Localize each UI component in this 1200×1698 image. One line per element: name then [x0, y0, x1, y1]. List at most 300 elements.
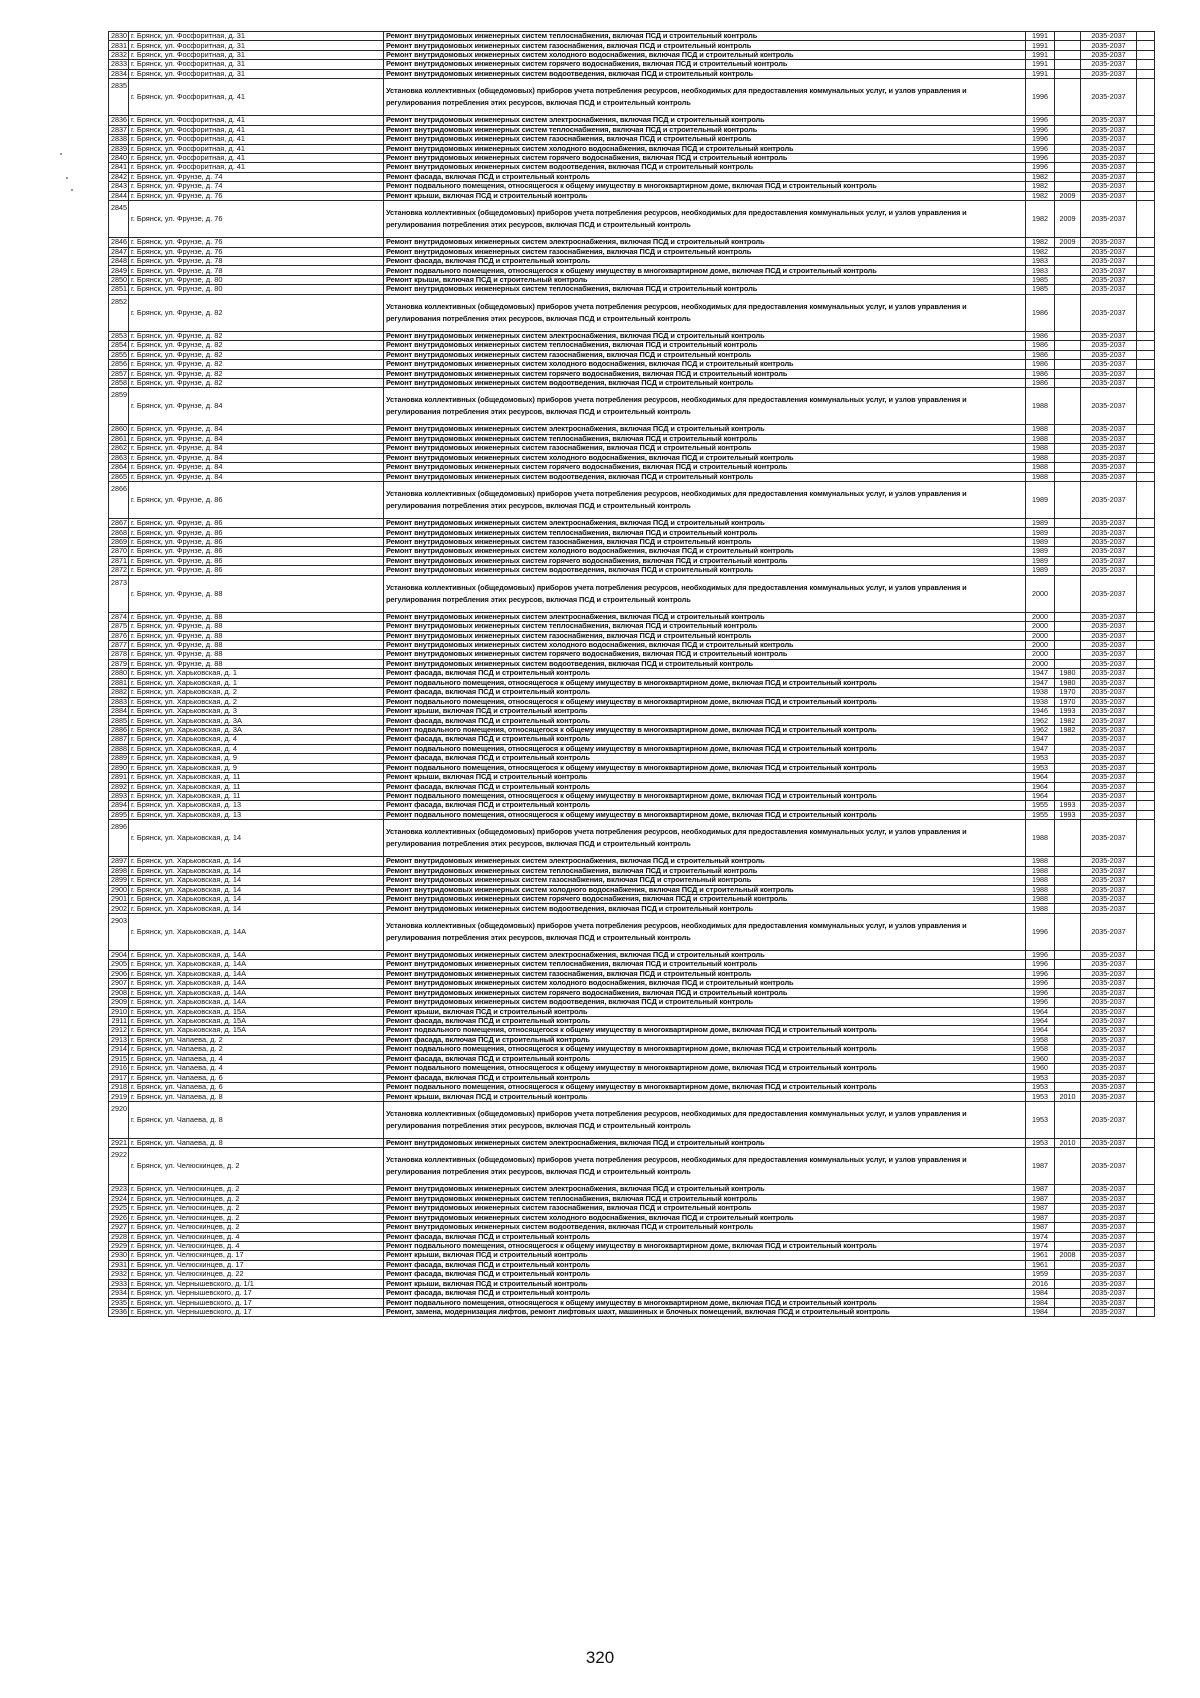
row-address: г. Брянск, ул. Чернышевского, д. 17 — [129, 1289, 384, 1298]
table-row — [109, 707, 1155, 716]
row-work: Ремонт внутридомовых инженерных систем теплоснабжения, включая ПСД и строительный контроль — [384, 285, 1026, 294]
row-number: 2911 — [109, 1016, 129, 1025]
row-address: г. Брянск, ул. Фрунзе, д. 82 — [129, 378, 384, 387]
table-row — [109, 350, 1155, 359]
table-row — [109, 144, 1155, 153]
row-address: г. Брянск, ул. Фрунзе, д. 86 — [129, 528, 384, 537]
row-year: 1985 — [1026, 285, 1055, 294]
row-prev-year — [1055, 612, 1081, 621]
row-address: г. Брянск, ул. Харьковская, д. 13 — [129, 801, 384, 810]
row-prev-year: 1970 — [1055, 688, 1081, 697]
row-address: г. Брянск, ул. Фрунзе, д. 82 — [129, 350, 384, 359]
row-period: 2035-2037 — [1081, 482, 1137, 519]
row-work: Установка коллективных (общедомовых) приборов учета потребления ресурсов, необходимых для предоставления коммунальных услуг, и узлов управления и регулирования потребления этих ресурсов, включая ПСД и строительный контроль — [384, 388, 1026, 425]
row-empty-cell — [1137, 913, 1155, 950]
row-period: 2035-2037 — [1081, 725, 1137, 734]
row-number: 2884 — [109, 707, 129, 716]
row-address: г. Брянск, ул. Челюскинцев, д. 2 — [129, 1148, 384, 1185]
row-period: 2035-2037 — [1081, 388, 1137, 425]
row-year: 2000 — [1026, 640, 1055, 649]
row-empty-cell — [1137, 801, 1155, 810]
row-work: Ремонт внутридомовых инженерных систем газоснабжения, включая ПСД и строительный контроль — [384, 444, 1026, 453]
row-work: Ремонт внутридомовых инженерных систем теплоснабжения, включая ПСД и строительный контроль — [384, 125, 1026, 134]
table-row — [109, 885, 1155, 894]
row-empty-cell — [1137, 810, 1155, 819]
row-period: 2035-2037 — [1081, 1232, 1137, 1241]
row-number: 2887 — [109, 735, 129, 744]
table-row — [109, 453, 1155, 462]
row-year: 1959 — [1026, 1270, 1055, 1279]
row-empty-cell — [1137, 1241, 1155, 1250]
row-number: 2919 — [109, 1092, 129, 1101]
row-empty-cell — [1137, 1270, 1155, 1279]
row-empty-cell — [1137, 79, 1155, 116]
row-work: Ремонт внутридомовых инженерных систем газоснабжения, включая ПСД и строительный контроль — [384, 537, 1026, 546]
table-row — [109, 960, 1155, 969]
row-work: Ремонт внутридомовых инженерных систем теплоснабжения, включая ПСД и строительный контроль — [384, 341, 1026, 350]
row-work: Ремонт подвального помещения, относящегося к общему имуществу в многоквартирном доме, включая ПСД и строительный контроль — [384, 1298, 1026, 1307]
row-period: 2035-2037 — [1081, 782, 1137, 791]
row-work: Ремонт внутридомовых инженерных систем водоотведения, включая ПСД и строительный контроль — [384, 659, 1026, 668]
row-year: 1964 — [1026, 782, 1055, 791]
table-row — [109, 378, 1155, 387]
row-period: 2035-2037 — [1081, 331, 1137, 340]
row-prev-year — [1055, 32, 1081, 41]
row-work: Ремонт внутридомовых инженерных систем теплоснабжения, включая ПСД и строительный контроль — [384, 528, 1026, 537]
row-prev-year: 1980 — [1055, 678, 1081, 687]
row-work: Ремонт крыши, включая ПСД и строительный контроль — [384, 275, 1026, 284]
row-address: г. Брянск, ул. Фосфоритная, д. 41 — [129, 153, 384, 162]
row-year: 1984 — [1026, 1308, 1055, 1317]
row-number: 2834 — [109, 69, 129, 78]
row-number: 2853 — [109, 331, 129, 340]
table-row — [109, 1260, 1155, 1269]
row-year: 1974 — [1026, 1232, 1055, 1241]
row-number: 2909 — [109, 998, 129, 1007]
row-period: 2035-2037 — [1081, 425, 1137, 434]
row-empty-cell — [1137, 1185, 1155, 1194]
table-row — [109, 1289, 1155, 1298]
row-year: 1986 — [1026, 360, 1055, 369]
row-number: 2879 — [109, 659, 129, 668]
table-row — [109, 810, 1155, 819]
row-address: г. Брянск, ул. Харьковская, д. 2 — [129, 688, 384, 697]
row-number: 2906 — [109, 969, 129, 978]
row-period: 2035-2037 — [1081, 857, 1137, 866]
row-number: 2851 — [109, 285, 129, 294]
row-number: 2891 — [109, 773, 129, 782]
row-prev-year — [1055, 1148, 1081, 1185]
row-work: Ремонт внутридомовых инженерных систем электроснабжения, включая ПСД и строительный контроль — [384, 857, 1026, 866]
row-empty-cell — [1137, 350, 1155, 359]
row-prev-year — [1055, 622, 1081, 631]
row-prev-year — [1055, 1016, 1081, 1025]
row-empty-cell — [1137, 969, 1155, 978]
row-address: г. Брянск, ул. Фрунзе, д. 86 — [129, 537, 384, 546]
row-prev-year — [1055, 1073, 1081, 1082]
row-number: 2931 — [109, 1260, 129, 1269]
row-work: Ремонт подвального помещения, относящегося к общему имуществу в многоквартирном доме, включая ПСД и строительный контроль — [384, 763, 1026, 772]
row-year: 1988 — [1026, 876, 1055, 885]
row-address: г. Брянск, ул. Челюскинцев, д. 2 — [129, 1185, 384, 1194]
row-number: 2858 — [109, 378, 129, 387]
row-number: 2830 — [109, 32, 129, 41]
row-period: 2035-2037 — [1081, 791, 1137, 800]
table-row — [109, 1308, 1155, 1317]
row-work: Ремонт фасада, включая ПСД и строительный контроль — [384, 1016, 1026, 1025]
row-empty-cell — [1137, 697, 1155, 706]
row-work: Ремонт фасада, включая ПСД и строительный контроль — [384, 754, 1026, 763]
row-year: 1986 — [1026, 294, 1055, 331]
row-year: 1991 — [1026, 32, 1055, 41]
row-year: 1961 — [1026, 1251, 1055, 1260]
row-period: 2035-2037 — [1081, 1241, 1137, 1250]
row-empty-cell — [1137, 773, 1155, 782]
row-number: 2904 — [109, 950, 129, 959]
row-prev-year — [1055, 876, 1081, 885]
row-prev-year: 1982 — [1055, 716, 1081, 725]
row-year: 1947 — [1026, 669, 1055, 678]
table-row — [109, 876, 1155, 885]
row-prev-year — [1055, 472, 1081, 481]
row-empty-cell — [1137, 528, 1155, 537]
row-work: Ремонт фасада, включая ПСД и строительный контроль — [384, 1073, 1026, 1082]
table-row — [109, 275, 1155, 284]
row-year: 1984 — [1026, 1298, 1055, 1307]
row-work: Ремонт внутридомовых инженерных систем теплоснабжения, включая ПСД и строительный контроль — [384, 866, 1026, 875]
row-year: 1987 — [1026, 1213, 1055, 1222]
row-work: Установка коллективных (общедомовых) приборов учета потребления ресурсов, необходимых для предоставления коммунальных услуг, и узлов управления и регулирования потребления этих ресурсов, включая ПСД и строительный контроль — [384, 1101, 1026, 1138]
row-period: 2035-2037 — [1081, 1148, 1137, 1185]
row-address: г. Брянск, ул. Харьковская, д. 14А — [129, 969, 384, 978]
row-prev-year — [1055, 1026, 1081, 1035]
row-year: 1982 — [1026, 172, 1055, 181]
row-year: 2000 — [1026, 659, 1055, 668]
row-number: 2907 — [109, 979, 129, 988]
row-period: 2035-2037 — [1081, 969, 1137, 978]
row-year: 1947 — [1026, 678, 1055, 687]
row-prev-year — [1055, 650, 1081, 659]
table-row — [109, 463, 1155, 472]
row-prev-year — [1055, 960, 1081, 969]
table-row — [109, 678, 1155, 687]
row-number: 2877 — [109, 640, 129, 649]
row-number: 2888 — [109, 744, 129, 753]
row-number: 2886 — [109, 725, 129, 734]
row-prev-year — [1055, 1279, 1081, 1288]
row-prev-year — [1055, 1308, 1081, 1317]
row-year: 1996 — [1026, 163, 1055, 172]
row-number: 2876 — [109, 631, 129, 640]
row-empty-cell — [1137, 1016, 1155, 1025]
row-year: 1991 — [1026, 50, 1055, 59]
row-year: 1987 — [1026, 1194, 1055, 1203]
row-prev-year — [1055, 640, 1081, 649]
row-empty-cell — [1137, 201, 1155, 238]
row-period: 2035-2037 — [1081, 1204, 1137, 1213]
row-year: 1960 — [1026, 1064, 1055, 1073]
row-year: 1996 — [1026, 913, 1055, 950]
row-work: Ремонт внутридомовых инженерных систем холодного водоснабжения, включая ПСД и строительный контроль — [384, 979, 1026, 988]
row-address: г. Брянск, ул. Фрунзе, д. 86 — [129, 519, 384, 528]
row-empty-cell — [1137, 669, 1155, 678]
table-row — [109, 69, 1155, 78]
row-work: Ремонт крыши, включая ПСД и строительный контроль — [384, 1092, 1026, 1101]
table-row — [109, 1083, 1155, 1092]
table-row — [109, 537, 1155, 546]
row-year: 1988 — [1026, 904, 1055, 913]
row-work: Ремонт внутридомовых инженерных систем электроснабжения, включая ПСД и строительный контроль — [384, 519, 1026, 528]
table-row — [109, 388, 1155, 425]
table-row — [109, 716, 1155, 725]
row-year: 1991 — [1026, 60, 1055, 69]
table-row — [109, 1232, 1155, 1241]
table-body — [109, 32, 1155, 1317]
row-address: г. Брянск, ул. Харьковская, д. 14 — [129, 857, 384, 866]
row-address: г. Брянск, ул. Фрунзе, д. 82 — [129, 369, 384, 378]
table-row — [109, 612, 1155, 621]
row-address: г. Брянск, ул. Фрунзе, д. 84 — [129, 472, 384, 481]
row-prev-year — [1055, 453, 1081, 462]
row-work: Ремонт подвального помещения, относящегося к общему имуществу в многоквартирном доме, включая ПСД и строительный контроль — [384, 1045, 1026, 1054]
row-work: Ремонт внутридомовых инженерных систем холодного водоснабжения, включая ПСД и строительный контроль — [384, 640, 1026, 649]
row-work: Ремонт подвального помещения, относящегося к общему имуществу в многоквартирном доме, включая ПСД и строительный контроль — [384, 1026, 1026, 1035]
row-year: 1983 — [1026, 266, 1055, 275]
table-row — [109, 116, 1155, 125]
row-period: 2035-2037 — [1081, 622, 1137, 631]
row-year: 1953 — [1026, 1083, 1055, 1092]
row-prev-year — [1055, 247, 1081, 256]
row-empty-cell — [1137, 172, 1155, 181]
row-period: 2035-2037 — [1081, 1194, 1137, 1203]
table-row — [109, 444, 1155, 453]
row-address: г. Брянск, ул. Фосфоритная, д. 31 — [129, 69, 384, 78]
row-period: 2035-2037 — [1081, 1213, 1137, 1222]
row-year: 1996 — [1026, 144, 1055, 153]
row-address: г. Брянск, ул. Фосфоритная, д. 41 — [129, 163, 384, 172]
table-row — [109, 153, 1155, 162]
row-address: г. Брянск, ул. Харьковская, д. 11 — [129, 791, 384, 800]
row-work: Ремонт фасада, включая ПСД и строительный контроль — [384, 716, 1026, 725]
scan-speck — [60, 153, 62, 155]
row-empty-cell — [1137, 1213, 1155, 1222]
row-number: 2928 — [109, 1232, 129, 1241]
row-prev-year — [1055, 1045, 1081, 1054]
row-work: Ремонт внутридомовых инженерных систем водоотведения, включая ПСД и строительный контроль — [384, 163, 1026, 172]
row-year: 1962 — [1026, 716, 1055, 725]
row-number: 2903 — [109, 913, 129, 950]
row-period: 2035-2037 — [1081, 434, 1137, 443]
row-address: г. Брянск, ул. Челюскинцев, д. 2 — [129, 1194, 384, 1203]
row-prev-year — [1055, 294, 1081, 331]
table-row — [109, 1194, 1155, 1203]
row-address: г. Брянск, ул. Фосфоритная, д. 31 — [129, 50, 384, 59]
row-year: 1996 — [1026, 79, 1055, 116]
row-address: г. Брянск, ул. Фрунзе, д. 88 — [129, 612, 384, 621]
row-number: 2875 — [109, 622, 129, 631]
row-number: 2855 — [109, 350, 129, 359]
row-period: 2035-2037 — [1081, 453, 1137, 462]
row-prev-year — [1055, 744, 1081, 753]
row-number: 2893 — [109, 791, 129, 800]
row-empty-cell — [1137, 725, 1155, 734]
row-address: г. Брянск, ул. Фосфоритная, д. 41 — [129, 125, 384, 134]
row-address: г. Брянск, ул. Харьковская, д. 11 — [129, 782, 384, 791]
row-period: 2035-2037 — [1081, 350, 1137, 359]
row-period: 2035-2037 — [1081, 631, 1137, 640]
row-year: 1996 — [1026, 950, 1055, 959]
row-number: 2880 — [109, 669, 129, 678]
table-row — [109, 1279, 1155, 1288]
row-number: 2896 — [109, 820, 129, 857]
row-year: 1964 — [1026, 791, 1055, 800]
table-row — [109, 472, 1155, 481]
row-empty-cell — [1137, 735, 1155, 744]
row-work: Ремонт внутридомовых инженерных систем электроснабжения, включая ПСД и строительный контроль — [384, 331, 1026, 340]
row-empty-cell — [1137, 1194, 1155, 1203]
row-number: 2933 — [109, 1279, 129, 1288]
row-period: 2035-2037 — [1081, 153, 1137, 162]
row-prev-year — [1055, 566, 1081, 575]
row-work: Ремонт крыши, включая ПСД и строительный контроль — [384, 773, 1026, 782]
row-address: г. Брянск, ул. Фрунзе, д. 84 — [129, 453, 384, 462]
row-period: 2035-2037 — [1081, 528, 1137, 537]
row-work: Ремонт внутридомовых инженерных систем водоотведения, включая ПСД и строительный контроль — [384, 378, 1026, 387]
row-prev-year — [1055, 172, 1081, 181]
row-prev-year — [1055, 528, 1081, 537]
row-work: Ремонт внутридомовых инженерных систем водоотведения, включая ПСД и строительный контроль — [384, 998, 1026, 1007]
row-address: г. Брянск, ул. Харьковская, д. 3А — [129, 716, 384, 725]
row-address: г. Брянск, ул. Челюскинцев, д. 4 — [129, 1232, 384, 1241]
row-empty-cell — [1137, 622, 1155, 631]
table-row — [109, 744, 1155, 753]
row-year: 1953 — [1026, 1138, 1055, 1147]
row-address: г. Брянск, ул. Чапаева, д. 8 — [129, 1138, 384, 1147]
row-prev-year — [1055, 153, 1081, 162]
row-period: 2035-2037 — [1081, 135, 1137, 144]
row-prev-year: 2008 — [1055, 1251, 1081, 1260]
table-row — [109, 979, 1155, 988]
row-address: г. Брянск, ул. Фосфоритная, д. 41 — [129, 135, 384, 144]
row-empty-cell — [1137, 238, 1155, 247]
row-address: г. Брянск, ул. Чапаева, д. 8 — [129, 1092, 384, 1101]
row-work: Ремонт фасада, включая ПСД и строительный контроль — [384, 801, 1026, 810]
row-prev-year — [1055, 556, 1081, 565]
row-number: 2860 — [109, 425, 129, 434]
row-address: г. Брянск, ул. Фрунзе, д. 76 — [129, 201, 384, 238]
row-year: 1989 — [1026, 528, 1055, 537]
row-address: г. Брянск, ул. Фрунзе, д. 82 — [129, 341, 384, 350]
row-year: 1955 — [1026, 810, 1055, 819]
row-number: 2935 — [109, 1298, 129, 1307]
row-empty-cell — [1137, 388, 1155, 425]
row-address: г. Брянск, ул. Фрунзе, д. 84 — [129, 425, 384, 434]
row-year: 1938 — [1026, 697, 1055, 706]
row-work: Ремонт подвального помещения, относящегося к общему имуществу в многоквартирном доме, включая ПСД и строительный контроль — [384, 744, 1026, 753]
row-work: Ремонт внутридомовых инженерных систем электроснабжения, включая ПСД и строительный контроль — [384, 612, 1026, 621]
row-empty-cell — [1137, 519, 1155, 528]
row-empty-cell — [1137, 998, 1155, 1007]
row-prev-year: 2010 — [1055, 1138, 1081, 1147]
row-empty-cell — [1137, 547, 1155, 556]
row-empty-cell — [1137, 575, 1155, 612]
row-period: 2035-2037 — [1081, 378, 1137, 387]
table-row — [109, 32, 1155, 41]
row-prev-year — [1055, 791, 1081, 800]
row-number: 2841 — [109, 163, 129, 172]
row-year: 1989 — [1026, 482, 1055, 519]
row-period: 2035-2037 — [1081, 360, 1137, 369]
row-year: 1964 — [1026, 1016, 1055, 1025]
row-year: 1974 — [1026, 1241, 1055, 1250]
row-prev-year — [1055, 1035, 1081, 1044]
row-address: г. Брянск, ул. Фрунзе, д. 76 — [129, 238, 384, 247]
table-row — [109, 575, 1155, 612]
row-year: 1989 — [1026, 556, 1055, 565]
row-period: 2035-2037 — [1081, 1007, 1137, 1016]
row-year: 1996 — [1026, 998, 1055, 1007]
table-row — [109, 566, 1155, 575]
row-prev-year — [1055, 378, 1081, 387]
row-work: Установка коллективных (общедомовых) приборов учета потребления ресурсов, необходимых для предоставления коммунальных услуг, и узлов управления и регулирования потребления этих ресурсов, включая ПСД и строительный контроль — [384, 79, 1026, 116]
row-prev-year — [1055, 1270, 1081, 1279]
table-row — [109, 360, 1155, 369]
row-empty-cell — [1137, 163, 1155, 172]
row-address: г. Брянск, ул. Фрунзе, д. 78 — [129, 266, 384, 275]
row-empty-cell — [1137, 482, 1155, 519]
row-empty-cell — [1137, 69, 1155, 78]
row-number: 2869 — [109, 537, 129, 546]
row-prev-year — [1055, 1298, 1081, 1307]
row-prev-year — [1055, 163, 1081, 172]
row-number: 2881 — [109, 678, 129, 687]
row-number: 2883 — [109, 697, 129, 706]
row-work: Установка коллективных (общедомовых) приборов учета потребления ресурсов, необходимых для предоставления коммунальных услуг, и узлов управления и регулирования потребления этих ресурсов, включая ПСД и строительный контроль — [384, 820, 1026, 857]
row-empty-cell — [1137, 1289, 1155, 1298]
row-empty-cell — [1137, 950, 1155, 959]
row-address: г. Брянск, ул. Чапаева, д. 4 — [129, 1054, 384, 1063]
row-number: 2912 — [109, 1026, 129, 1035]
row-year: 1983 — [1026, 257, 1055, 266]
row-period: 2035-2037 — [1081, 41, 1137, 50]
table-row — [109, 631, 1155, 640]
row-prev-year — [1055, 950, 1081, 959]
row-period: 2035-2037 — [1081, 238, 1137, 247]
row-empty-cell — [1137, 266, 1155, 275]
row-work: Ремонт крыши, включая ПСД и строительный контроль — [384, 707, 1026, 716]
row-period: 2035-2037 — [1081, 341, 1137, 350]
row-prev-year — [1055, 257, 1081, 266]
row-address: г. Брянск, ул. Харьковская, д. 14 — [129, 904, 384, 913]
row-year: 1982 — [1026, 201, 1055, 238]
row-address: г. Брянск, ул. Чапаева, д. 2 — [129, 1035, 384, 1044]
row-address: г. Брянск, ул. Харьковская, д. 14А — [129, 998, 384, 1007]
row-period: 2035-2037 — [1081, 763, 1137, 772]
row-number: 2864 — [109, 463, 129, 472]
table-row — [109, 519, 1155, 528]
row-year: 1996 — [1026, 988, 1055, 997]
row-empty-cell — [1137, 369, 1155, 378]
row-number: 2832 — [109, 50, 129, 59]
row-work: Ремонт крыши, включая ПСД и строительный контроль — [384, 1251, 1026, 1260]
row-number: 2927 — [109, 1223, 129, 1232]
row-number: 2844 — [109, 191, 129, 200]
row-work: Ремонт внутридомовых инженерных систем водоотведения, включая ПСД и строительный контроль — [384, 904, 1026, 913]
row-year: 1962 — [1026, 725, 1055, 734]
row-number: 2929 — [109, 1241, 129, 1250]
row-period: 2035-2037 — [1081, 1073, 1137, 1082]
table-row — [109, 782, 1155, 791]
